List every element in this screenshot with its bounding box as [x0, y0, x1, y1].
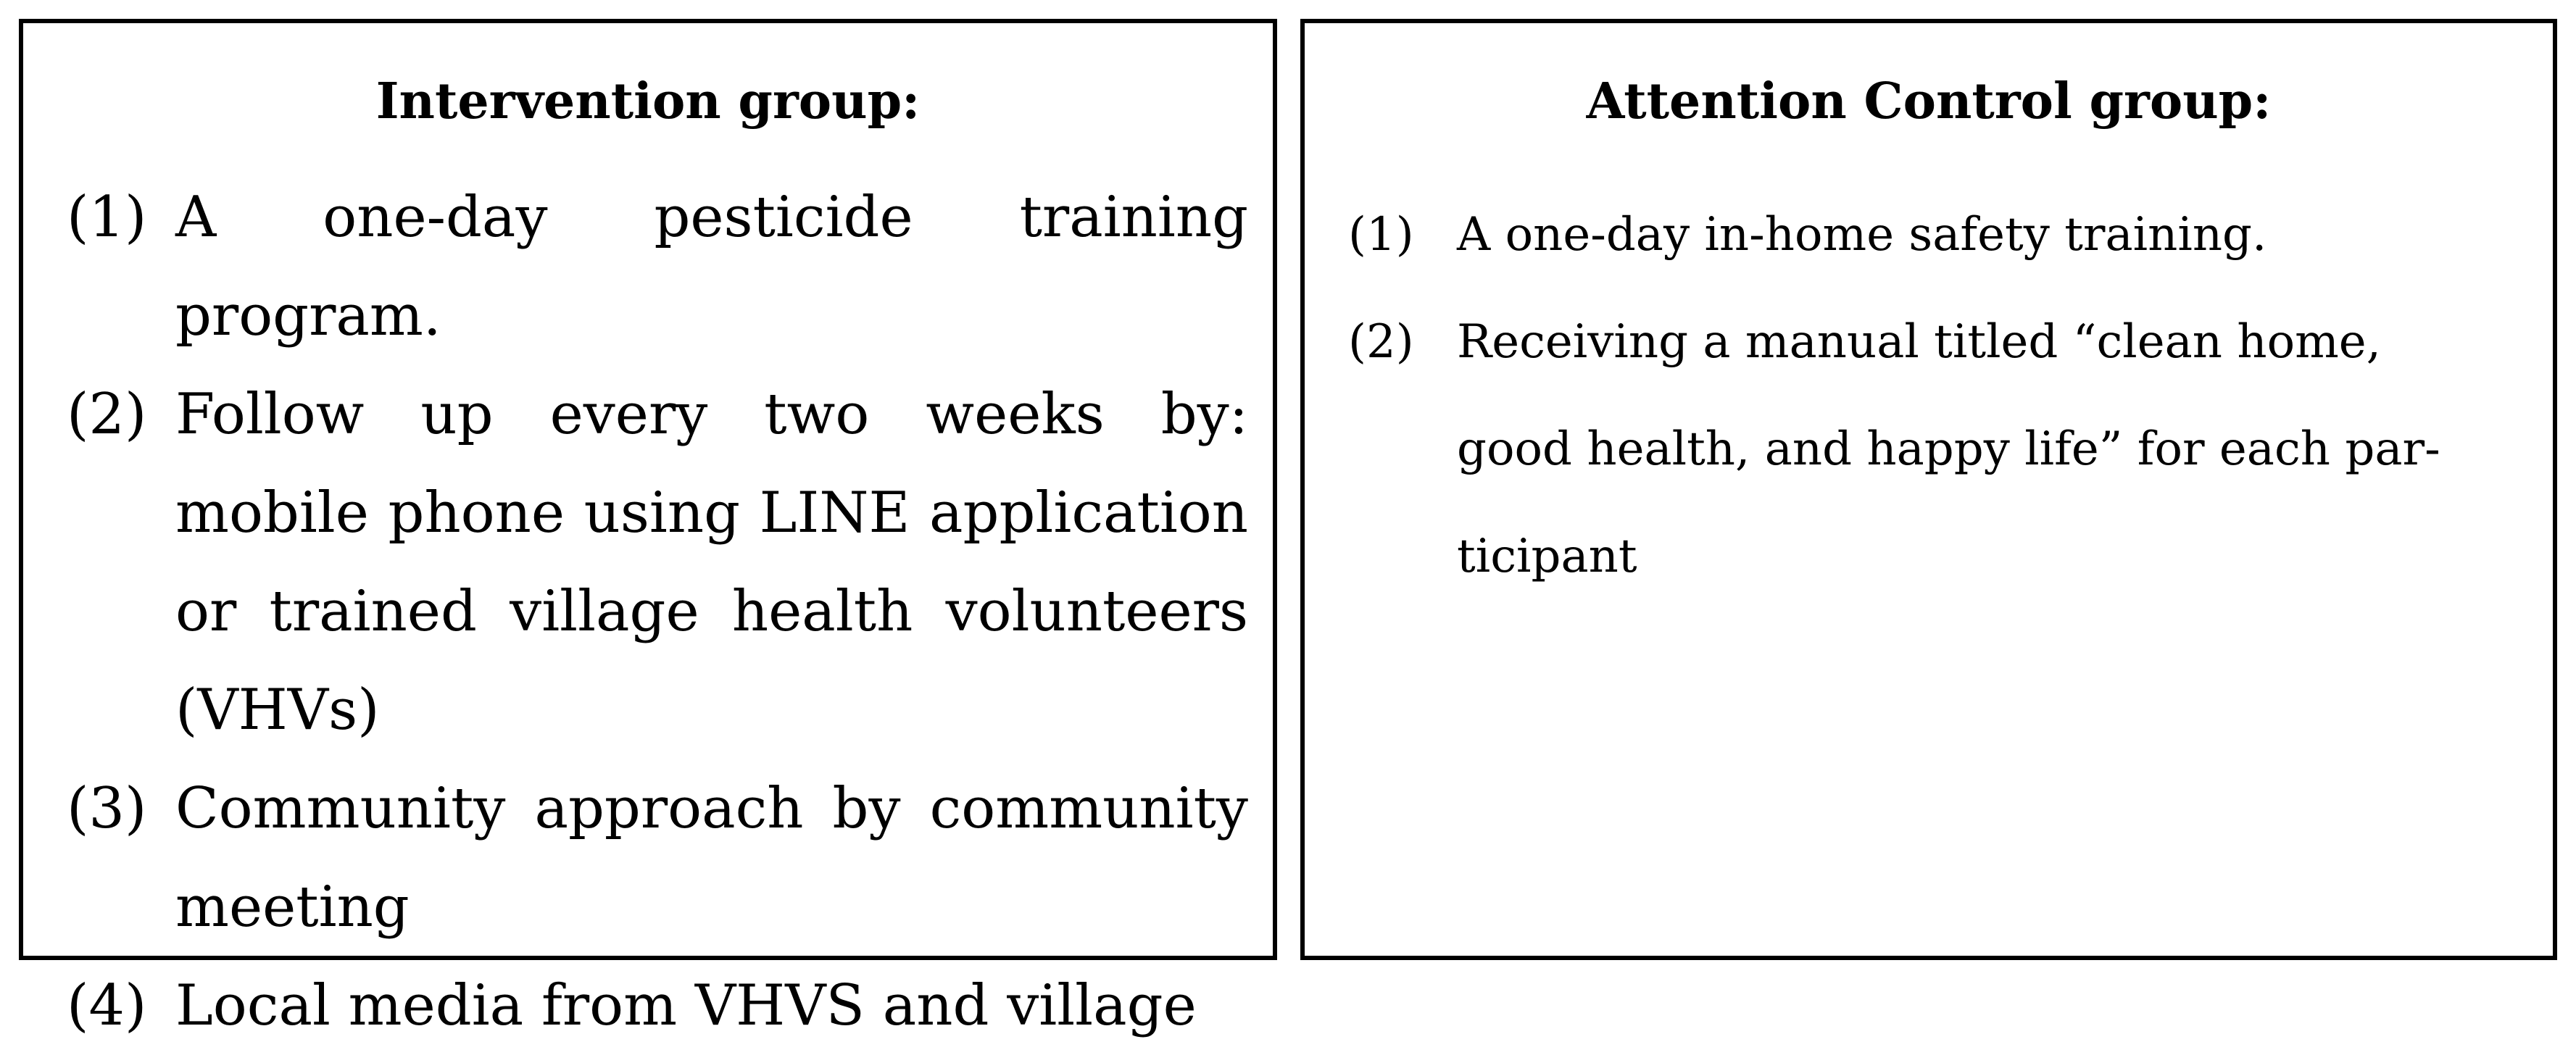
- intervention-group-title: Intervention group:: [375, 72, 921, 130]
- list-item: [67, 365, 1248, 759]
- item-text: A one-day pesticide training program.: [175, 185, 1248, 349]
- item-number: (1): [1348, 208, 1414, 262]
- item-number: (2): [1348, 315, 1414, 369]
- intervention-group-box: [19, 19, 1277, 1038]
- item-number: (2): [67, 382, 147, 447]
- item-text: A one-day in-home safety training.: [1457, 208, 2267, 262]
- list-item: [67, 956, 1248, 1055]
- item-text: Follow up every two weeks by: mobile phone using LINE application or trained village health volunteers (VHVs): [175, 382, 1248, 743]
- intervention-list: [67, 168, 1248, 1055]
- item-text: Local media from VHVS and village: [175, 973, 1197, 1038]
- item-number: (4): [67, 973, 147, 1038]
- item-number: (1): [67, 185, 147, 250]
- list-item: [67, 759, 1248, 956]
- attention-control-group-title: Attention Control group:: [1586, 72, 2272, 130]
- item-number: (3): [67, 776, 147, 841]
- list-item: [1348, 288, 2479, 610]
- attention-control-group-box: [1300, 19, 2557, 960]
- attention-control-list: [1348, 181, 2479, 610]
- item-text: Community approach by community meeting: [175, 776, 1248, 940]
- list-item: [67, 168, 1248, 365]
- list-item: [1348, 181, 2479, 288]
- item-text: Receiving a manual titled “clean home, good health, and happy life” for each par-ticipant: [1457, 315, 2440, 583]
